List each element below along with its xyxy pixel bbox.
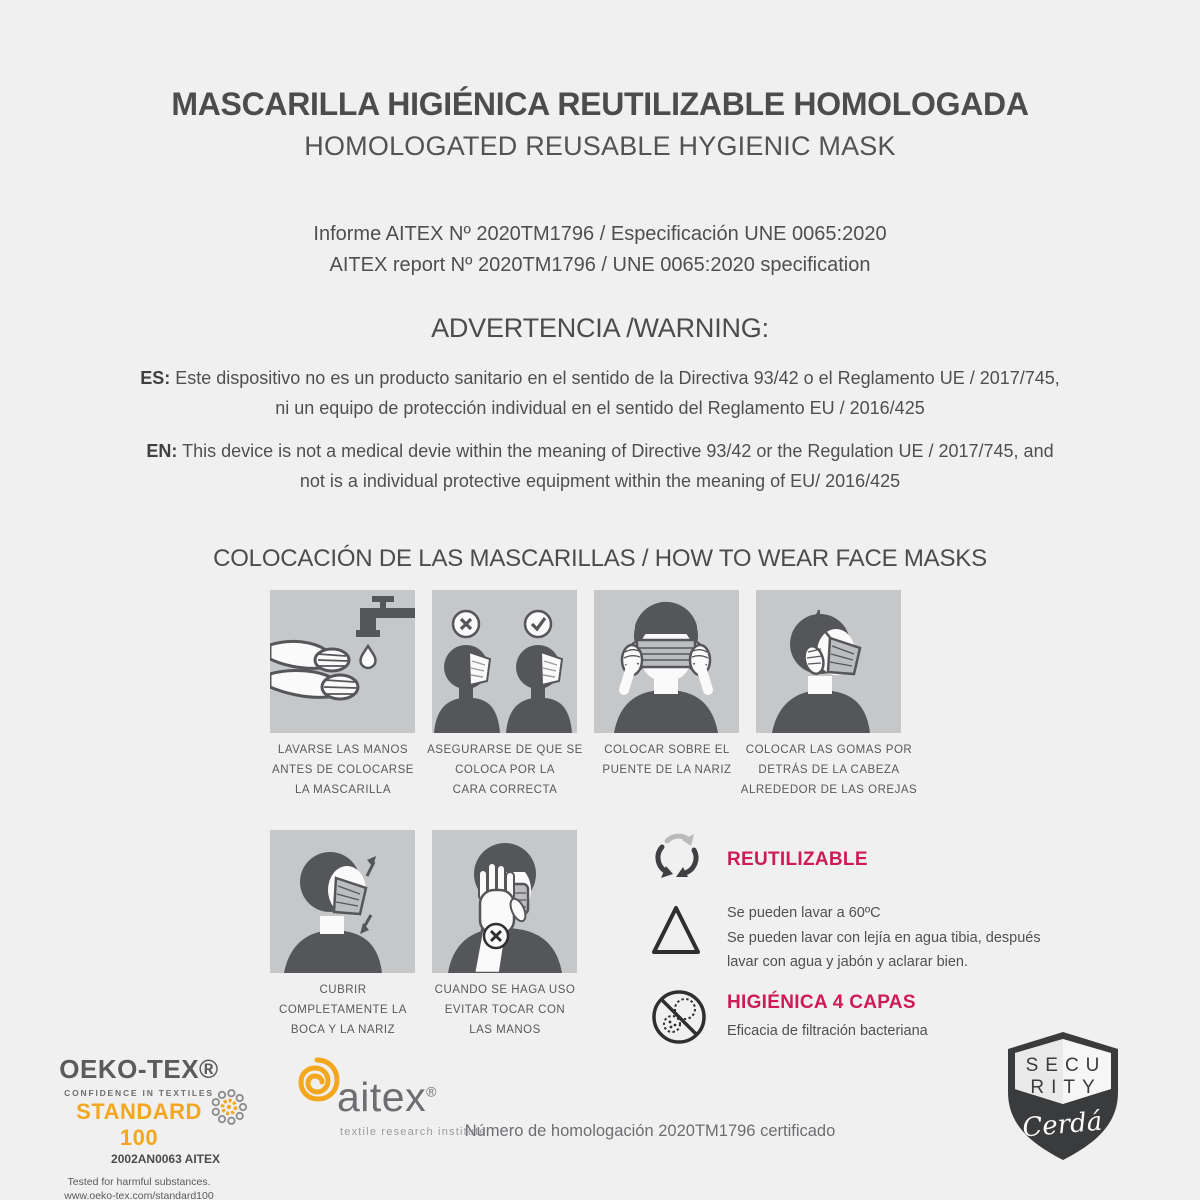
warning-heading: ADVERTENCIA /WARNING:	[431, 313, 769, 343]
step-caption: LAVARSE LAS MANOS ANTES DE COLOCARSE LA MASCARILLA	[272, 744, 414, 796]
report-line-es: Informe AITEX Nº 2020TM1796 / Especificación UNE 0065:2020	[313, 223, 887, 245]
oekotex-brand: OEKO-TEX®	[59, 1054, 219, 1084]
aitex-reg-mark: ®	[426, 1083, 437, 1100]
oekotex-flower-icon	[206, 1084, 252, 1130]
step-caption: COLOCAR SOBRE EL PUENTE DE LA NARIZ	[602, 744, 732, 776]
ear-straps-icon	[756, 590, 901, 733]
oekotex-tested: Tested for harmful substances.	[67, 1176, 211, 1188]
step-correct-side	[432, 590, 577, 733]
shield-icon	[1005, 1030, 1121, 1162]
step-cover-mouth-nose	[270, 830, 415, 973]
oekotex-standard: STANDARD 100	[76, 1099, 202, 1150]
step-caption: CUBRIR COMPLETAMENTE LA BOCA Y LA NARIZ	[279, 984, 407, 1036]
correct-side-icon	[432, 590, 577, 733]
hygienic-title: HIGIÉNICA 4 CAPAS	[727, 992, 916, 1013]
step-caption: CUANDO SE HAGA USO EVITAR TOCAR CON LAS MANOS	[434, 984, 576, 1036]
recycle-icon	[652, 830, 704, 882]
oekotex-label	[58, 1054, 220, 1200]
badge-text-line1: SECU	[1025, 1055, 1107, 1076]
es-label: ES:	[140, 368, 171, 388]
warning-paragraph-es: ES: Este dispositivo no es un producto sanitario en el sentido de la Directiva 93/42 o el Reglamento UE / 2017/745, ni un equipo de protección individual en el sentido del Reglamento EU / 2016/425	[140, 368, 1060, 418]
reusable-title: REUTILIZABLE	[727, 849, 868, 870]
step-caption: COLOCAR LAS GOMAS POR DETRÁS DE LA CABEZA ALREDEDOR DE LAS OREJAS	[740, 744, 918, 796]
page-title: MASCARILLA HIGIÉNICA REUTILIZABLE HOMOLOGADA	[171, 86, 1029, 122]
aitex-logo: aitex®	[337, 1074, 437, 1120]
oekotex-url: www.oeko-tex.com/standard100	[64, 1190, 214, 1200]
no-bacteria-icon	[650, 988, 708, 1046]
approval-number: Número de homologación 2020TM1796 certificado	[464, 1122, 836, 1140]
wash-instructions: Se pueden lavar a 60ºC Se pueden lavar con lejía en agua tibia, después lavar con agua y jabón y aclarar bien.	[727, 905, 1041, 970]
wash-hands-icon	[270, 590, 415, 733]
aitex-tagline: textile research institute	[340, 1126, 487, 1138]
step-wash-hands	[270, 590, 415, 733]
instructions-heading: COLOCACIÓN DE LAS MASCARILLAS / HOW TO WEAR FACE MASKS	[213, 545, 987, 572]
hygienic-subtitle: Eficacia de filtración bacteriana	[727, 1023, 928, 1039]
cover-mouth-nose-icon	[270, 830, 415, 973]
en-label: EN:	[146, 441, 178, 461]
page-subtitle: HOMOLOGATED REUSABLE HYGIENIC MASK	[304, 131, 896, 161]
badge-script-text: Cerdá	[1021, 1106, 1104, 1144]
aitex-spiral-icon	[293, 1056, 341, 1104]
badge-text-line2: RITY	[1030, 1077, 1102, 1098]
step-avoid-touching	[432, 830, 577, 973]
security-cerda-badge	[1005, 1030, 1121, 1162]
report-line-en: AITEX report Nº 2020TM1796 / UNE 0065:2020 specification	[329, 254, 871, 276]
wash-temperature-icon	[652, 904, 700, 956]
oekotex-cert-number: 2002AN0063 AITEX	[111, 1152, 220, 1166]
step-nose-bridge	[594, 590, 739, 733]
nose-bridge-icon	[594, 590, 739, 733]
step-caption: ASEGURARSE DE QUE SE COLOCA POR LA CARA CORRECTA	[427, 744, 583, 796]
oekotex-tagline: CONFIDENCE IN TEXTILES	[64, 1088, 214, 1098]
avoid-touching-icon	[432, 830, 577, 973]
step-ear-straps	[756, 590, 901, 733]
warning-paragraph-en: EN: This device is not a medical devie within the meaning of Directive 93/42 or the Regulation UE / 2017/745, and not is a individual protective equipment within the meaning of EU/ 2016/425	[146, 441, 1054, 491]
certification-report	[0, 219, 1200, 281]
